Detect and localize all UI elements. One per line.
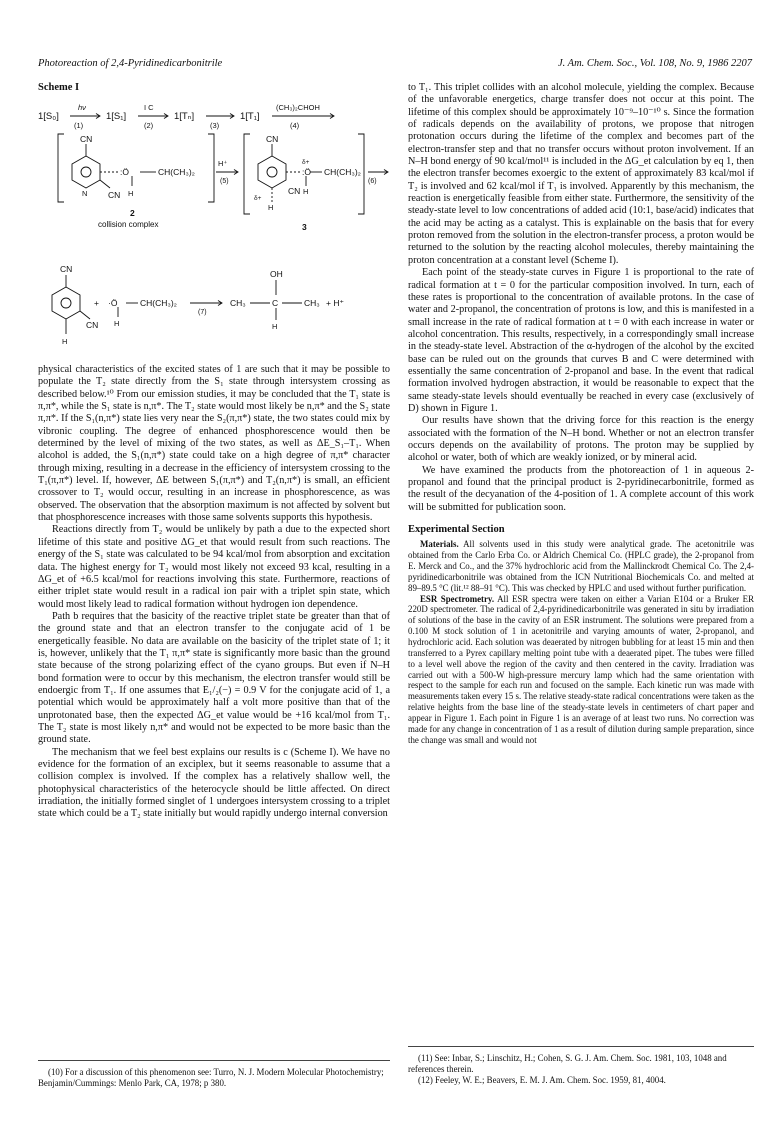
experimental-section (408, 539, 754, 745)
cn2-bond-product (80, 311, 90, 319)
right-paragraph-1: to T₁. This triplet collides with an alcohol molecule, yielding the complex. Because of the unfavorable energetics, charge transfer does not occur at this point. The lifetime of this complex should be approximately 10⁻⁹–10⁻¹⁰ s. Since the formation of radicals depends on the availability of protons, we propose that nitrogen protonation occurs during the lifetime of the complex and becomes part of the electron-transfer step and that no transfer occurs without proton involvement. If an N–H bond energy of 90 kcal/mol¹¹ is included in the ΔG_et calculation by eq 1, then the electron transfer becomes exoergic to the extent of approximately 83 kcal/mol if T₂ is involved and 62 kcal/mol if T₁ is involved. Apparently by this mechanism, the reaction is energetically feasible from either state. Furthermore, the sensitivity of the steady-state level to low concentrations of added acid (10:1, base/acid) indicates that the acid may be acting as a catalyst. This is explainable on the basis that for every proton removed from the solution in the electron-transfer process, a proton would be returned to the solution by the reacting alcohol molecules, thereby maintaining the proton concentration at a constant level (Scheme I). (408, 82, 754, 266)
ring-radical-3 (267, 167, 277, 177)
cn-label-3: CN (266, 134, 279, 144)
right-footnote-rule (408, 1046, 754, 1047)
scheme-title: Scheme I (38, 82, 80, 93)
left-footnote-rule (38, 1060, 390, 1061)
step-7-label: (7) (198, 309, 207, 316)
left-footnotes (38, 1060, 390, 1089)
hv-label: hν (78, 103, 86, 112)
pyridine-ring-3 (258, 156, 286, 188)
state-t1: 1[T₁] (240, 111, 260, 122)
bracket-2-right (208, 134, 214, 202)
oxygen-label-2: :Ö (120, 167, 129, 177)
step-6-label: (6) (368, 178, 377, 185)
right-paragraph-3: Our results have shown that the driving force for this reaction is the energy associated with the formation of the N–H bond. Whether or not an electron transfer occurs depends on the availability of protons. The proton may be supplied by alcohol or water, both of which are weakly ionized, or by mineral acid. (408, 415, 754, 464)
isopropyl-label-2: CH(CH₃)₂ (158, 167, 195, 177)
h-label-product: H (62, 337, 68, 346)
oxygen-label-3: :Ö (302, 167, 311, 177)
bracket-3-left (244, 134, 250, 214)
ic-label: I C (144, 103, 154, 112)
experimental-heading: Experimental Section (408, 524, 505, 536)
h-label-radical: H (114, 319, 120, 328)
cn-label-product: CN (60, 264, 73, 274)
n-label-2: N (82, 189, 88, 198)
compound-2-label: 2 (130, 208, 135, 218)
delta-plus-o: δ+ (302, 159, 310, 166)
plus-label: + (94, 298, 99, 308)
cn2-label-product: CN (86, 320, 99, 330)
left-paragraph-2: Reactions directly from T₂ would be unlikely by path a due to the expected short lifetime of this state and positive ΔG_et that would result from such reactions. The energy of the S₁ state was calculated to be 94 kcal/mol from absorption and excitation data. The highest energy for T₂ would most likely not exceed 93 kcal, resulting in a ΔG_et of +6.5 kcal/mol for reactions involving this state. Furthermore, reactions of either triplet state would result in a radical ion pair with a triplet spin state, which would most likely lead to radical formation without hydrogen ion dependence. (38, 524, 390, 610)
ring-radical-3b (61, 298, 71, 308)
methyl-label-a: CH₃ (230, 298, 246, 308)
isopropyl-label-3: CH(CH₃)₂ (324, 167, 361, 177)
ring-radical-2 (81, 167, 91, 177)
h-label-3b: H (268, 203, 274, 212)
cn2-label-3: CN (288, 186, 301, 196)
carbon-label: C (272, 298, 279, 308)
step-1-label: (1) (74, 121, 84, 130)
alkoxy-radical-label: ·Ö (108, 298, 118, 308)
right-column (408, 82, 754, 745)
materials-label: Materials. (420, 539, 459, 550)
running-header (38, 58, 752, 74)
h-label-3: H (303, 187, 309, 196)
step-4-label: (4) (290, 121, 300, 130)
scheme-diagram (38, 82, 390, 364)
pyridine-ring-radical (52, 287, 80, 319)
right-footnotes (408, 1046, 754, 1085)
delta-plus-h: δ+ (254, 195, 262, 202)
h-label-2: H (128, 189, 134, 198)
esr-text: All ESR spectra were taken on either a Varian E104 or a Bruker ER 220D spectrometer. The radical of 2,4-pyridinedicarbonitrile was generated in situ by irradiation of solutions of the base in the cavity of an ESR instrument. The solutions were prepared from a 0.100 M stock solution of 1 in acetonitrile and varying amounts of water, 2-propanol, and hydrochloric acid. Each solution was deaerated by nitrogen bubbling for at least 15 min and then transferred to a Pyrex capillary melting point tube with a deaerated pipet. The tubes were filled to a level well above the region of the cavity and then centered in the cavity. Irradiation was carried out with a 500-W high-pressure mercury lamp which had the same orientation with respect to the sample for each run and focused on the sample. Each kinetic run was made with measurements taken every 15 s. The relative steady-state radical concentrations were taken as the relative heights from the base line of the steady-state levels in centimeters of chart paper and appear in Figure 1. Each point in Figure 1 is an average of at least two runs. No correction was made for any change in concentration of 1 as a result of dilution during sample preparation, since the change was small and would not (408, 593, 754, 745)
left-column (38, 82, 390, 821)
left-paragraph-1: physical characteristics of the excited states of 1 are such that it may be possible to populate the T₂ state directly from the S₁ state through intersystem crossing as described below.¹⁰ From our emission studies, it may be concluded that the T₁ state is π,π*, while the S₁ state is n,π*. The T₂ state would most likely be n,π* and the S₂ state π,π*. If the S₁(n,π*) state lies very near the S₂(π,π*) state, the two states could mix by vibronic coupling. The degree of enhanced phosphorescence would then be determined by the level of mixing of the two states, as well as ΔE_S₁–T₁. When alcohol is added, the S₁(n,π*) state could take on a high degree of π,π* character through mixing, resulting in a decrease in the efficiency of intersystem crossing to the T₁(π,π*) level. If, however, ΔE between S₁(π,π*) and T₂(n,π*) is small, an efficient crossover to T₂ would occur, resulting in an increase in phosphorescence, as was observed. The observation that the absorption maximum is not affected by solvent but that phosphorescence increases with those same solvents supports this hypothesis. (38, 364, 390, 524)
footnote-10: (10) For a discussion of this phenomenon see: Turro, N. J. Modern Molecular Photochemistry; Benjamin/Cummings: Menlo Park, CA, 1978; p 380. (38, 1067, 384, 1088)
footnote-12: (12) Feeley, W. E.; Beavers, E. M. J. Am. Chem. Soc. 1959, 81, 4004. (418, 1074, 666, 1085)
step-5-label: (5) (220, 178, 229, 185)
compound-3-label: 3 (302, 222, 307, 232)
proton-product-label: + H⁺ (326, 298, 344, 308)
h-label-alcohol: H (272, 322, 278, 331)
right-paragraph-4: We have examined the products from the photoreaction of 1 in aqueous 2-propanol and found that the principal product is 2-pyridinecarbonitrile, formed as the result of the decyanation of the 4-position of 1. A complete account of this work will be submitted for publication soon. (408, 464, 754, 513)
bracket-2-left (58, 134, 64, 202)
methyl-label-b: CH₃ (304, 298, 320, 308)
materials-text: All solvents used in this study were analytical grade. The acetonitrile was obtained from the Carlo Erba Co. or Aldrich Chemical Co. (HPLC grade), the 2-propanol from E. Merck and Co., and the 37% hydrochloric acid from the Mallinckrodt Chemical Co. The 2,4-pyridinedicarbonitrile was obtained from the ICN Nutritional Biochemicals Co. and melted at 89–89.5 °C (lit.¹² 88–91 °C). This was checked by HPLC and used without further purification. (408, 539, 754, 593)
state-tn: 1[Tₙ] (174, 111, 195, 122)
footnote-11: (11) See: Inbar, S.; Linschitz, H.; Cohen, S. G. J. Am. Chem. Soc. 1981, 103, 1048 and references therein. (408, 1053, 727, 1074)
cn-label-2: CN (80, 134, 93, 144)
cn2-label-2: CN (108, 190, 121, 200)
oh-label: OH (270, 269, 283, 279)
collision-complex-label: collision complex (98, 220, 159, 229)
header-journal-citation: J. Am. Chem. Soc., Vol. 108, No. 9, 1986 2207 (557, 58, 752, 69)
step-3-label: (3) (210, 121, 220, 130)
isopropyl-label-3b: CH(CH₃)₂ (140, 298, 177, 308)
left-paragraph-3: Path b requires that the basicity of the reactive triplet state be greater than that of the ground state and that an electron transfer to the conjugate acid of 1 be energetically feasible. No data are available on the basicity of the triplet state of 1; it is, however, unlikely that the T₁ π,π* state is significantly more basic than the ground state because of the strong polarizing effect of the cyano groups. But even if N–H bond formation were to occur by this mechanism, the electron transfer would still be endoergic from T₁. If one assumes that E₁/₂(−) = 0.9 V for the conjugate acid of 1, a potential which would be approximately half a volt more positive than that of the unprotonated base, then the expected ΔG_et value would be +16 kcal/mol from T₁. The T₂ state is most likely n,π* and would not be expected to be more basic than the ground state. (38, 610, 390, 746)
state-s0: 1[S₀] (38, 111, 59, 122)
materials-paragraph (408, 539, 754, 593)
right-paragraph-2: Each point of the steady-state curves in Figure 1 is proportional to the rate of radical formation at t = 0 for the particular composition involved. In turn, each of these rates is proportional to the concentration of available protons. In the case of water and 2-propanol, the concentration of protons is low, and this is manifested in a small increase in the rate of radical formation at t = 0 with each increase in water or alcohol concentration. This results, respectively, in a correspondingly small increase in the steady-state level. Abstraction of the α-hydrogen of the alcohol by the excited base can be ruled out on the grounds that curves B and C were determined with essentially the same concentration of 2-propanol and base. In the event that radical formation involved hydrogen abstraction, it would be reasonable to expect that the same steady-state levels should eventually be reached in every case (exclusively of D) shown in Figure 1. (408, 267, 754, 414)
pyridine-ring-2 (72, 156, 100, 188)
esr-paragraph (408, 594, 754, 746)
esr-label: ESR Spectrometry. (420, 593, 495, 604)
proton-label: H⁺ (218, 159, 228, 168)
scheme-1 (38, 82, 390, 364)
header-article-title: Photoreaction of 2,4-Pyridinedicarbonitrile (38, 58, 223, 69)
step-2-label: (2) (144, 121, 154, 130)
left-paragraph-4: The mechanism that we feel best explains our results is c (Scheme I). We have no evidence for the formation of an exciplex, but it seems reasonable to assume that a collision complex is involved. If the complex has a relatively shallow well, the photophysical characteristics of the heterocycle should be little affected. On direct irradiation, the initially formed singlet of 1 undergoes intersystem crossing to a triplet state which could be a T₂ state initially but would rapidly undergo internal conversion (38, 746, 390, 820)
cn2-bond-2 (100, 180, 110, 188)
isopropanol-label: (CH₃)₂CHOH (276, 103, 320, 112)
state-s1: 1[S₁] (106, 111, 127, 122)
